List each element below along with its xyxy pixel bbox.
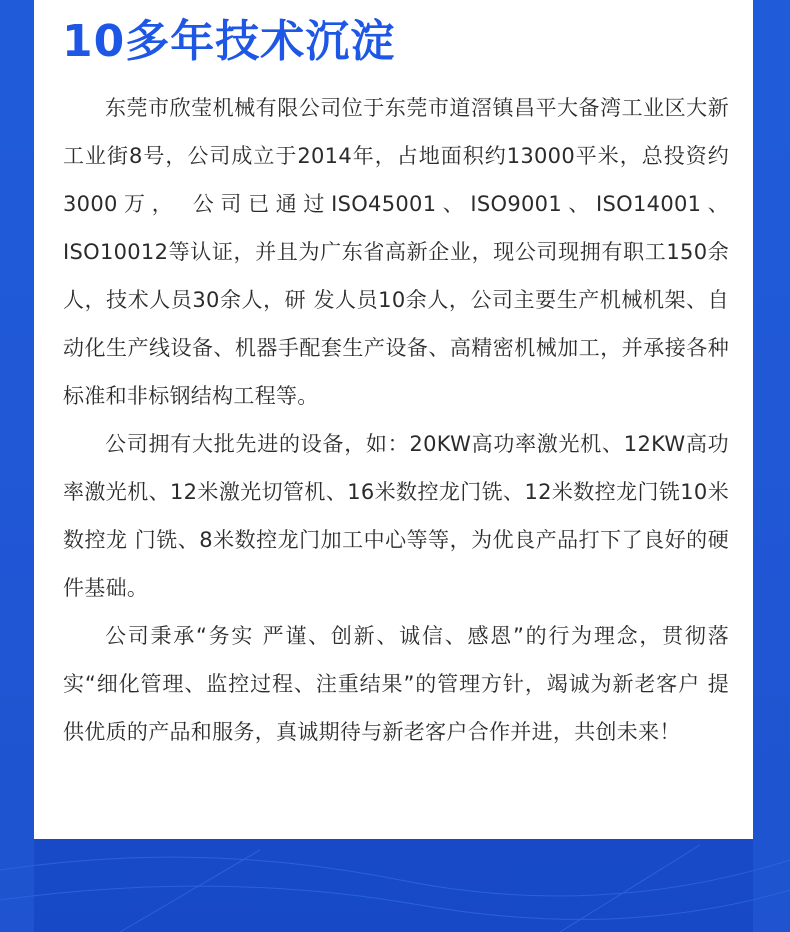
paragraph-equipment: 公司拥有大批先进的设备，如：20KW高功率激光机、12KW高功率激光机、12米激光切管机、16米数控龙门铣、12米数控龙门铣10米数控龙 门铣、8米数控龙门加工中心等等，为优良产品打下了良好的硬件基础。 [63,432,729,600]
paragraph-company-intro: 东莞市欣莹机械有限公司位于东莞市道滘镇昌平大备湾工业区大新工业街8号，公司成立于2014年，占地面积约13000平米，总投资约3000万， 公司已通过ISO45001、ISO9001、ISO14001、ISO10012等认证，并且为广东省高新企业，现公司现拥有职工150余人，技术人员30余人，研 发人员10余人，公司主要生产机械机架、自动化生产线设备、机器手配套生产设备、高精密机械加工，并承接各种标准和非标钢结构工程等。 [63,96,729,408]
article-body [63,84,729,756]
content-card [34,0,753,839]
section-title: 10多年技术沉淀 [62,16,396,67]
paragraph-philosophy: 公司秉承“务实 严谨、创新、诚信、感恩”的行为理念，贯彻落实“细化管理、监控过程、注重结果”的管理方针，竭诚为新老客户 提供优质的产品和服务，真诚期待与新老客户合作并进，共创未来！ [63,624,729,744]
